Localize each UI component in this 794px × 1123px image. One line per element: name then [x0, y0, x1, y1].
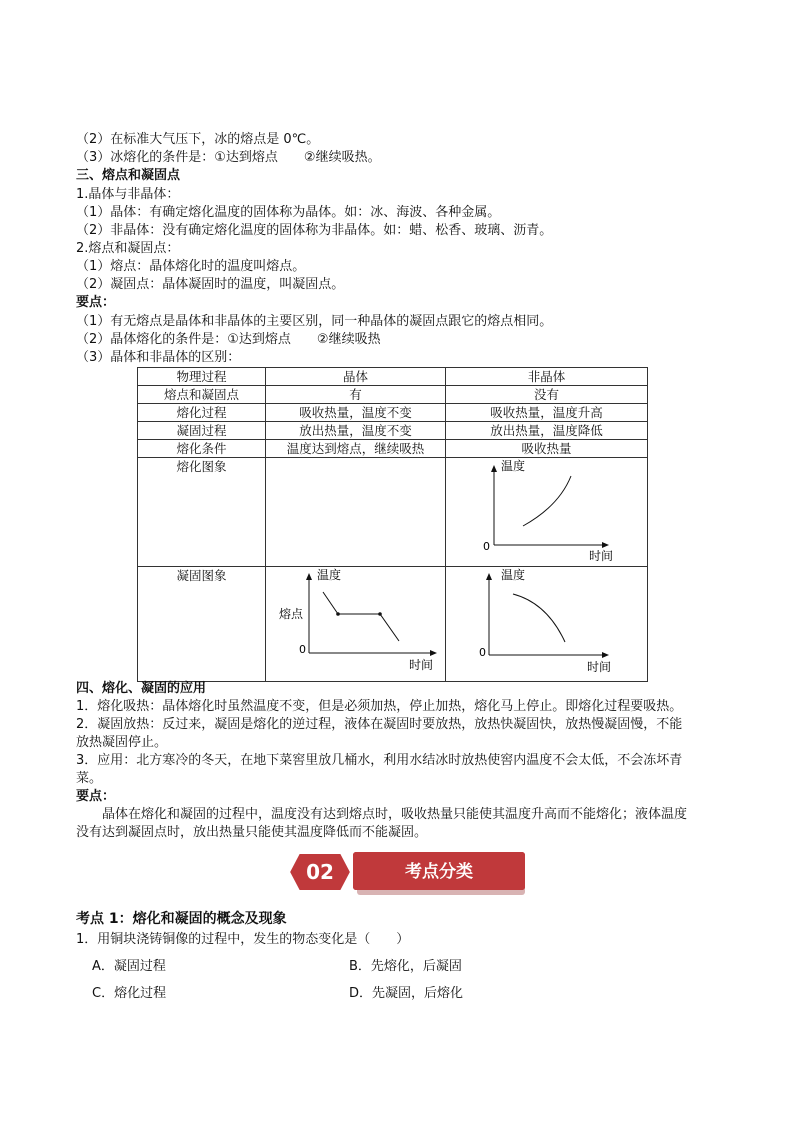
section-4-paragraph-2a: 2．凝固放热：反过来，凝固是熔化的逆过程，液体在凝固时要放热，放热快凝固快，放热慢凝固慢，不能 — [76, 717, 683, 732]
section-3-item-3: （1）熔点：晶体熔化时的温度叫熔点。 — [76, 259, 306, 274]
table-row-solidify-graph — [138, 567, 648, 682]
table-row-melt-graph — [138, 458, 648, 567]
amorphous-melt-graph-cell — [446, 458, 648, 567]
amorphous-solidify-graph — [447, 567, 647, 677]
table-cell: 吸收热量，温度不变 — [266, 404, 446, 422]
table-cell: 没有 — [446, 386, 648, 404]
rising-temperature-curve — [523, 476, 571, 526]
x-axis-arrow — [602, 542, 609, 548]
section-4-note-line-2: 没有达到凝固点时，放出热量只能使其温度降低而不能凝固。 — [76, 825, 428, 840]
x-axis-arrow — [430, 650, 437, 656]
banner-title: 考点分类 — [405, 862, 473, 882]
x-axis-arrow — [602, 652, 609, 658]
y-axis-arrow — [306, 573, 312, 580]
section-3-item-2: （2）非晶体：没有确定熔化温度的固体称为非晶体。如：蜡、松香、玻璃、沥青。 — [76, 223, 553, 238]
table-cell: 吸收热量，温度升高 — [446, 404, 648, 422]
melt-graph-label: 熔化图象 — [138, 458, 266, 567]
table-cell: 放出热量，温度不变 — [266, 422, 446, 440]
option-a[interactable]: A．凝固过程 — [92, 959, 166, 974]
amorphous-solidify-graph-cell — [446, 567, 648, 682]
solidification-curve — [323, 592, 399, 641]
table-cell: 放出热量，温度降低 — [446, 422, 648, 440]
table-row — [138, 440, 648, 458]
table-row — [138, 404, 648, 422]
y-axis-arrow — [486, 573, 492, 580]
kaodian-heading: 考点 1：熔化和凝固的概念及现象 — [76, 911, 287, 927]
y-axis-label: 温度 — [316, 568, 341, 582]
crystal-solidify-graph — [267, 567, 445, 677]
option-b[interactable]: B．先熔化，后凝固 — [349, 959, 462, 974]
section-3-note-2: （2）晶体熔化的条件是：①达到熔点 ②继续吸热 — [76, 332, 381, 347]
table-cell: 吸收热量 — [446, 440, 648, 458]
table-header-cell: 非晶体 — [446, 368, 648, 386]
intro-line-2: （3）冰熔化的条件是：①达到熔点 ②继续吸热。 — [76, 150, 381, 165]
crystal-comparison-table — [137, 367, 648, 682]
section-4-paragraph-3a: 3．应用：北方寒冷的冬天，在地下菜窖里放几桶水，利用水结冰时放热使窖内温度不会太低，不会冻坏青 — [76, 753, 683, 768]
section-3-heading: 三、熔点和凝固点 — [76, 168, 181, 183]
table-cell: 温度达到熔点，继续吸热 — [266, 440, 446, 458]
crystal-melt-graph-cell — [266, 458, 446, 567]
table-header-row — [138, 368, 648, 386]
origin-label: 0 — [298, 643, 306, 656]
section-3-sub-2: 2.熔点和凝固点： — [76, 241, 180, 256]
table-cell: 熔化过程 — [138, 404, 266, 422]
section-banner — [283, 848, 529, 896]
x-axis-label: 时间 — [588, 549, 613, 562]
option-d[interactable]: D．先凝固，后熔化 — [349, 986, 464, 1001]
amorphous-melt-graph — [447, 458, 647, 562]
table-cell: 凝固过程 — [138, 422, 266, 440]
question-1-stem: 1．用铜块浇铸铜像的过程中，发生的物态变化是（ ） — [76, 932, 410, 947]
section-3-note-3: （3）晶体和非晶体的区别： — [76, 350, 241, 365]
intro-line-1: （2）在标准大气压下，冰的熔点是 0℃。 — [76, 132, 320, 147]
table-cell: 熔点和凝固点 — [138, 386, 266, 404]
table-row — [138, 422, 648, 440]
table-header-cell: 晶体 — [266, 368, 446, 386]
section-4-note-line-1: 晶体在熔化和凝固的过程中，温度没有达到熔点时，吸收热量只能使其温度升高而不能熔化；液体温度 — [76, 807, 688, 822]
table-header-cell: 物理过程 — [138, 368, 266, 386]
falling-temperature-curve — [513, 594, 565, 642]
section-3-sub-1: 1.晶体与非晶体： — [76, 187, 180, 202]
section-3-item-1: （1）晶体：有确定熔化温度的固体称为晶体。如：冰、海波、各种金属。 — [76, 205, 501, 220]
banner-number: 02 — [306, 860, 334, 884]
table-cell: 熔化条件 — [138, 440, 266, 458]
plateau-start-point — [336, 612, 340, 616]
section-4-paragraph-2b: 放热凝固停止。 — [76, 735, 168, 750]
melting-point-label: 熔点 — [278, 607, 303, 621]
x-axis-label: 时间 — [586, 660, 611, 674]
table-cell: 有 — [266, 386, 446, 404]
y-axis-arrow — [491, 465, 497, 472]
solidify-graph-label: 凝固图象 — [138, 567, 266, 682]
origin-label: 0 — [478, 646, 486, 659]
section-4-heading: 四、熔化、凝固的应用 — [76, 681, 207, 696]
origin-label: 0 — [482, 540, 490, 553]
y-axis-label: 温度 — [500, 459, 525, 473]
section-4-paragraph-1: 1．熔化吸热：晶体熔化时虽然温度不变，但是必须加热，停止加热，熔化马上停止。即熔化过程要吸热。 — [76, 699, 683, 714]
plateau-end-point — [378, 612, 382, 616]
section-4-notes-label: 要点： — [76, 789, 116, 804]
crystal-solidify-graph-cell — [266, 567, 446, 682]
x-axis-label: 时间 — [408, 658, 433, 672]
section-4-paragraph-3b: 菜。 — [76, 771, 103, 786]
section-3-notes-label: 要点： — [76, 295, 116, 310]
section-3-item-4: （2）凝固点：晶体凝固时的温度，叫凝固点。 — [76, 277, 345, 292]
option-c[interactable]: C．熔化过程 — [92, 986, 167, 1001]
table-row — [138, 386, 648, 404]
section-3-note-1: （1）有无熔点是晶体和非晶体的主要区别，同一种晶体的凝固点跟它的熔点相同。 — [76, 314, 553, 329]
y-axis-label: 温度 — [500, 568, 525, 582]
